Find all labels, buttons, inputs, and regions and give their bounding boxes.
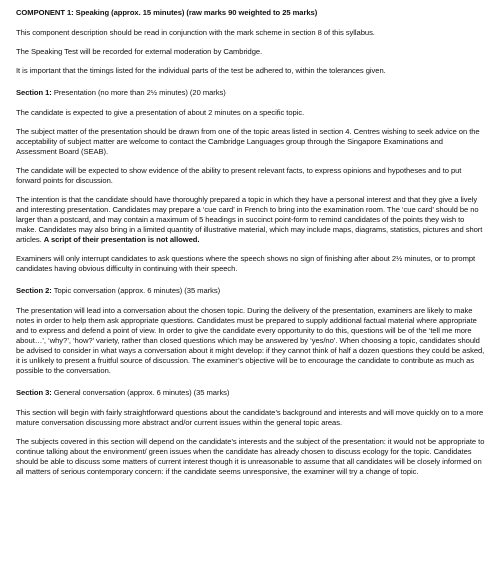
section-1-intention-paragraph <box>16 195 485 245</box>
intention-text: The intention is that the candidate should have thoroughly prepared a topic in which they have a personal interest and that they give a lively and interesting presentation. Candidates may prepare a ‘cue card’ in French to bring into the examination room. The ‘cue card’ should be no larger than a postcard, and may contain a maximum of 5 headings in succinct point-form to remind candidates of the points they wish to make. Candidates may also bring in a limited quantity of illustrative material, which may include maps, diagrams, statistics, pictures and short articles. <box>16 195 483 244</box>
section-2-heading <box>16 286 485 296</box>
section-1-paragraph: Examiners will only interrupt candidates to ask questions where the speech shows no sign of finishing after about 2½ minutes, or to prompt candidates having obvious difficulty in continuing with their speech. <box>16 254 476 273</box>
section-2-paragraph: The presentation will lead into a conversation about the chosen topic. During the delivery of the presentation, examiners are likely to make notes in order to help them ask appropriate questions. Candidates must be prepared to supply additional factual material where appropriate and to express and defend a point of view. In order to give the candidate every opportunity to do this, questions will be of the ‘tell me more about…’, ‘why?’, ‘how?’ variety, rather than closed questions which may be answered by ‘yes/no’. When choosing a topic, candidates should be advised to consider in what ways a conversation about it might develop: if they cannot think of half a dozen questions they could be asked, it is unlikely to present a fruitful source of discussion. The examiner’s objective will be to encourage the candidate to contribute as much as possible to the conversation. <box>16 306 485 375</box>
script-not-allowed-note: A script of their presentation is not allowed. <box>43 235 200 244</box>
section-1-heading <box>16 88 485 98</box>
section-2-label: Section 2: <box>16 286 52 295</box>
component-title: COMPONENT 1: Speaking (approx. 15 minutes) (raw marks 90 weighted to 25 marks) <box>16 8 318 17</box>
section-3-heading <box>16 388 485 398</box>
section-1-label: Section 1: <box>16 88 52 97</box>
section-3-label: Section 3: <box>16 388 52 397</box>
section-1-paragraph: The candidate is expected to give a presentation of about 2 minutes on a specific topic. <box>16 108 305 117</box>
section-1-description: Presentation (no more than 2½ minutes) (20 marks) <box>51 88 226 97</box>
section-2-description: Topic conversation (approx. 6 minutes) (35 marks) <box>51 286 221 295</box>
section-1-paragraph: The subject matter of the presentation should be drawn from one of the topic areas listed in section 4. Centres wishing to seek advice on the acceptability of subject matter are welcome to contact the Cambridge Languages group through the Singapore Examinations and Assessment Board (SEAB). <box>16 127 480 156</box>
intro-paragraph: The Speaking Test will be recorded for external moderation by Cambridge. <box>16 47 263 56</box>
intro-paragraph: This component description should be read in conjunction with the mark scheme in section 8 of this syllabus. <box>16 28 375 37</box>
section-3-description: General conversation (approx. 6 minutes) (35 marks) <box>51 388 230 397</box>
section-3-paragraph: This section will begin with fairly straightforward questions about the candidate’s background and interests and will move quickly on to a more mature conversation discussing more abstract and/or current issues within the general topic areas. <box>16 408 484 427</box>
section-1-paragraph: The candidate will be expected to show evidence of the ability to present relevant facts, to express opinions and hypotheses and to put forward points for discussion. <box>16 166 462 185</box>
section-3-paragraph: The subjects covered in this section will depend on the candidate’s interests and the subject of the presentation: it would not be appropriate to continue talking about the environment/ green issues when the candidate has already chosen to discuss ecology for the topic. Candidates should be able to discuss some matters of current interest though it is unreasonable to assume that all candidates will be closely informed on all matters of serious contemporary concern: if the candidate seems unresponsive, the examiner will try a change of topic. <box>16 437 485 476</box>
intro-paragraph: It is important that the timings listed for the individual parts of the test be adhered to, within the tolerances given. <box>16 66 386 75</box>
